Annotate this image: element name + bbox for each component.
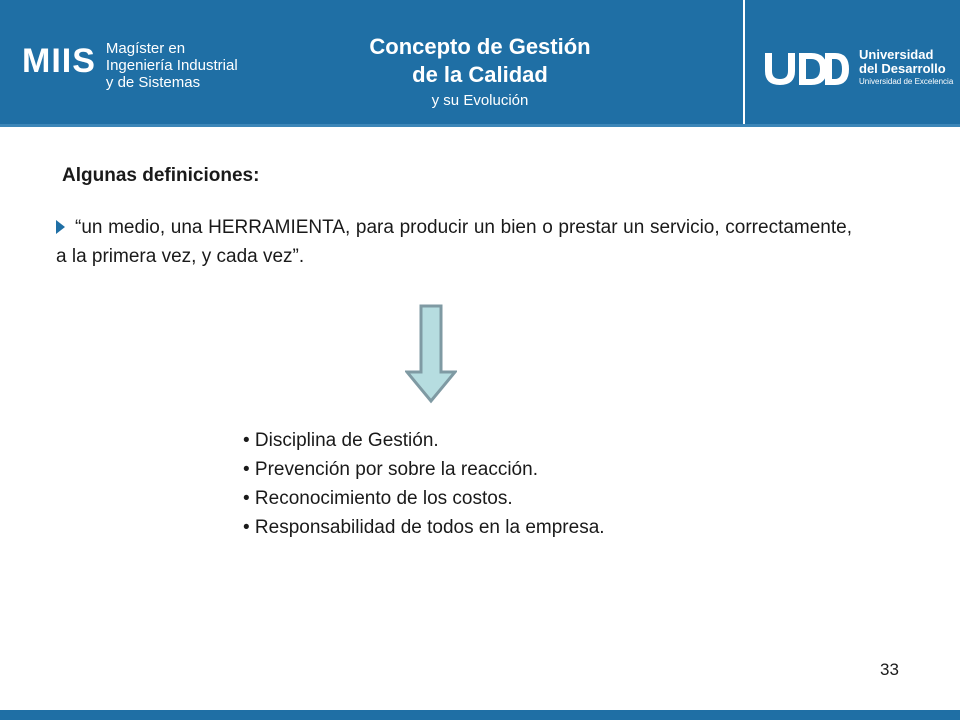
down-arrow-icon	[405, 304, 457, 404]
miis-wordmark: MIIS	[22, 42, 96, 80]
miis-line-2: Ingeniería Industrial	[105, 57, 238, 74]
triangle-bullet-icon	[56, 220, 65, 234]
miis-line-1: Magíster en	[105, 40, 186, 57]
slide-title	[270, 34, 690, 112]
udd-line-2: del Desarrollo	[859, 61, 946, 76]
udd-line-1: Universidad	[859, 47, 934, 62]
header-divider	[743, 0, 745, 124]
section-subtitle: Algunas definiciones:	[62, 165, 260, 186]
udd-logo-icon	[763, 49, 851, 87]
udd-line-3: Universidad de Excelencia	[859, 77, 954, 86]
header-underline	[0, 124, 960, 127]
list-item: • Responsabilidad de todos en la empresa.	[243, 517, 605, 538]
bullet-list	[243, 426, 605, 542]
title-line-1: Concepto de Gestión	[369, 34, 591, 59]
miis-subtitle	[106, 40, 238, 91]
definition-text: “un medio, una HERRAMIENTA, para producir un bien o prestar un servicio, correctamente, a la primera vez, y cada vez”.	[56, 217, 852, 267]
list-item: • Disciplina de Gestión.	[243, 430, 439, 451]
miis-logo	[22, 40, 238, 91]
list-item: • Reconocimiento de los costos.	[243, 488, 513, 509]
title-line-2: de la Calidad	[412, 62, 548, 87]
udd-logo	[763, 48, 953, 88]
title-line-3: y su Evolución	[431, 92, 529, 109]
footer-bar	[0, 710, 960, 720]
header-bar	[0, 0, 960, 124]
udd-text	[859, 48, 953, 88]
miis-line-3: y de Sistemas	[105, 74, 201, 91]
page-number: 33	[880, 660, 899, 679]
definition-quote	[56, 213, 852, 271]
list-item: • Prevención por sobre la reacción.	[243, 459, 538, 480]
